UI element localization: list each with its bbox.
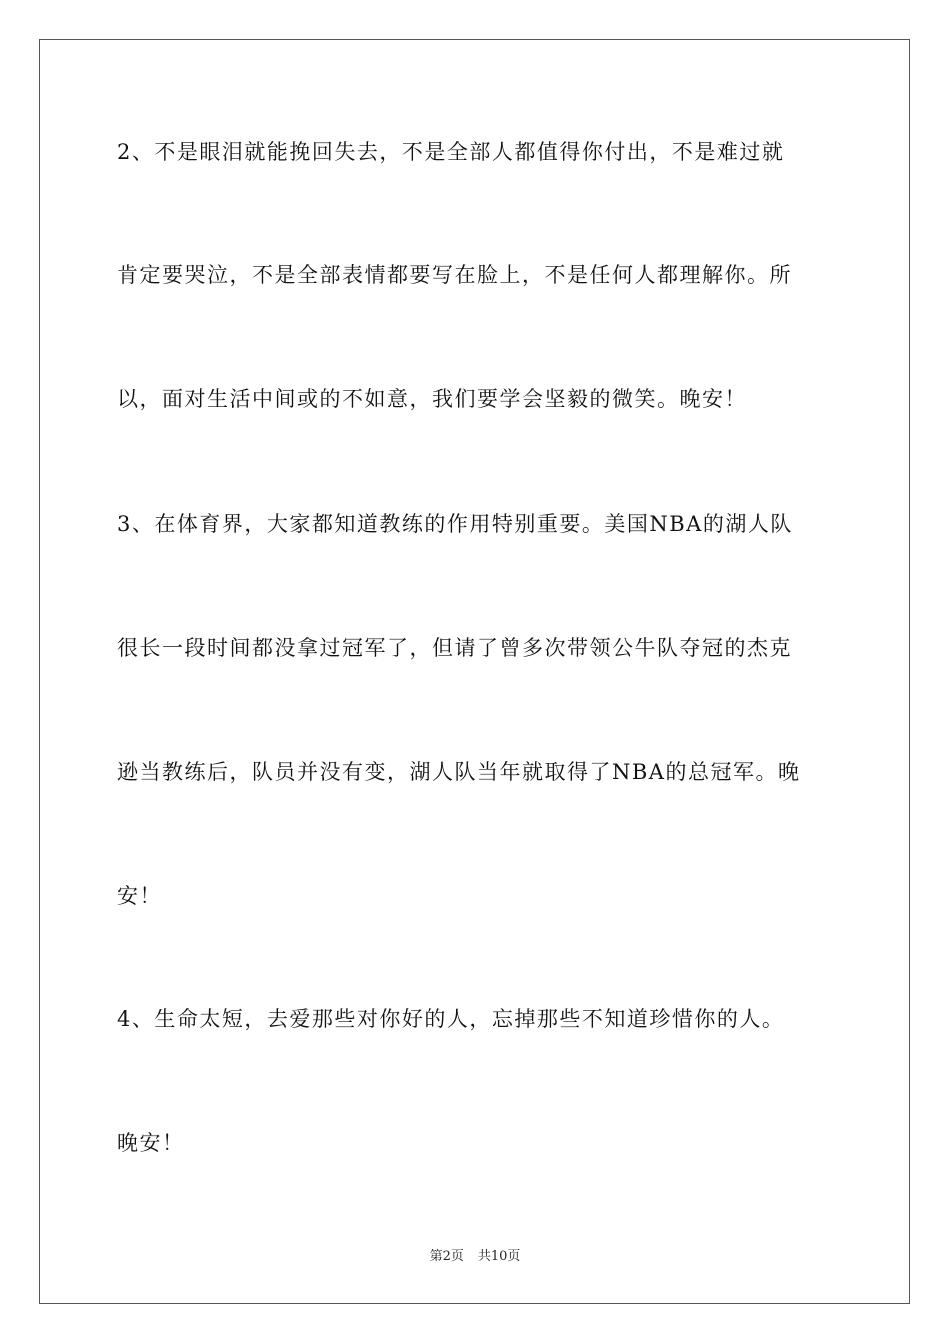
paragraph-3-line-1: 3、在体育界，大家都知道教练的作用特别重要。美国NBA的湖人队: [117, 512, 793, 536]
paragraph-2-line-3: 以，面对生活中间或的不如意，我们要学会坚毅的微笑。晚安！: [117, 387, 747, 411]
paragraph-2-line-2: 肯定要哭泣，不是全部表情都要写在脸上，不是任何人都理解你。所: [117, 263, 792, 287]
page-footer: [0, 1248, 950, 1266]
paragraph-4-line-2: 晚安！: [117, 1131, 185, 1155]
paragraph-3-line-4: 安！: [117, 884, 162, 908]
paragraph-3-line-2: 很长一段时间都没拿过冠军了，但请了曾多次带领公牛队夺冠的杰克: [117, 636, 792, 660]
paragraph-4-line-1: 4、生命太短，去爱那些对你好的人，忘掉那些不知道珍惜你的人。: [117, 1007, 785, 1031]
paragraph-2-line-1: 2、不是眼泪就能挽回失去，不是全部人都值得你付出，不是难过就: [117, 140, 785, 164]
page-total: 共10页: [477, 1249, 521, 1264]
page-border: [39, 39, 910, 1304]
page-number: 第2页: [429, 1249, 464, 1264]
paragraph-3-line-3: 逊当教练后，队员并没有变，湖人队当年就取得了NBA的总冠军。晚: [117, 760, 801, 784]
